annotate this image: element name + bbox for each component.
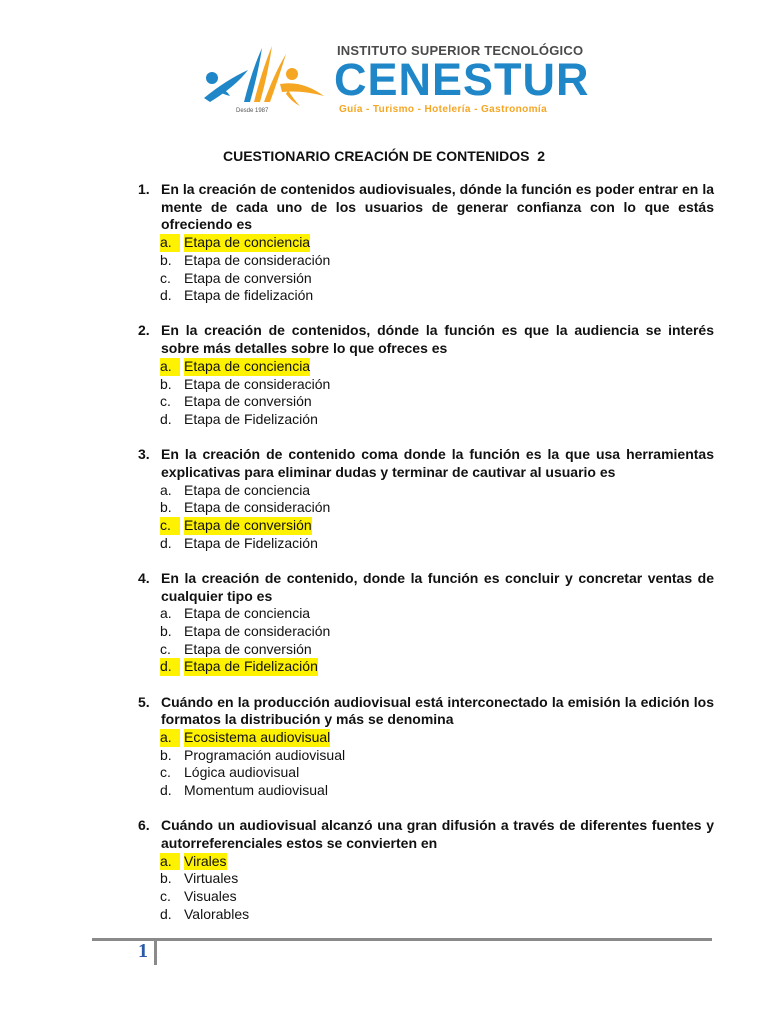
answer-option-highlighted xyxy=(160,853,714,871)
option-list xyxy=(138,853,714,924)
brand-name: CENESTUR xyxy=(334,54,590,105)
option-letter: b. xyxy=(160,251,172,268)
answer-option-highlighted xyxy=(160,658,714,676)
question-heading xyxy=(138,817,714,852)
question-text: Cuándo un audiovisual alcanzó una gran difusión a través de diferentes fuentes y autorreferenciales estos se convierten en xyxy=(161,817,714,851)
option-text: Etapa de consideración xyxy=(184,499,331,516)
page-number-bar xyxy=(154,941,157,965)
option-letter: b. xyxy=(160,499,172,516)
option-text: Lógica audiovisual xyxy=(184,764,300,781)
option-letter: a. xyxy=(160,481,172,498)
answer-option-highlighted xyxy=(160,729,714,747)
option-letter: c. xyxy=(160,393,171,410)
option-list xyxy=(138,482,714,553)
answer-option xyxy=(160,252,714,270)
question-number: 6. xyxy=(138,817,150,834)
option-text: Ecosistema audiovisual xyxy=(184,728,331,745)
option-letter: c. xyxy=(160,888,171,905)
option-letter: a. xyxy=(160,729,180,747)
answer-option xyxy=(160,499,714,517)
question-heading xyxy=(138,446,714,481)
option-text: Etapa de conversión xyxy=(184,640,312,657)
question-item xyxy=(138,817,714,923)
option-text: Etapa de Fidelización xyxy=(184,410,318,427)
option-letter: c. xyxy=(160,517,180,535)
option-list xyxy=(138,234,714,305)
option-letter: c. xyxy=(160,640,171,657)
option-text: Etapa de consideración xyxy=(184,251,331,268)
question-text: En la creación de contenido coma donde la función es la que usa herramientas explicativas para eliminar dudas y terminar de cautivar al usuario es xyxy=(161,446,714,480)
option-letter: a. xyxy=(160,853,180,871)
option-text: Etapa de Fidelización xyxy=(184,658,318,675)
question-item xyxy=(138,694,714,800)
option-list xyxy=(138,729,714,800)
page-number: 1 xyxy=(138,940,148,962)
option-letter: d. xyxy=(160,658,180,676)
option-letter: a. xyxy=(160,358,180,376)
option-letter: b. xyxy=(160,870,172,887)
option-letter: b. xyxy=(160,375,172,392)
question-number: 1. xyxy=(138,181,150,197)
option-text: Etapa de conversión xyxy=(184,269,312,286)
brand-tagline: Guía - Turismo - Hotelería - Gastronomía xyxy=(339,104,548,115)
question-number: 2. xyxy=(138,322,150,339)
question-number: 3. xyxy=(138,446,150,463)
answer-option xyxy=(160,535,714,553)
question-item xyxy=(138,322,714,428)
footer-divider xyxy=(92,938,712,941)
answer-option xyxy=(160,270,714,288)
question-text: En la creación de contenidos audiovisuales, dónde la función es poder entrar en la mente de cada uno de los usuarios de generar confianza con lo que estás ofreciendo es xyxy=(161,181,714,233)
option-text: Virtuales xyxy=(184,870,239,887)
answer-option xyxy=(160,641,714,659)
option-list xyxy=(138,358,714,429)
answer-option xyxy=(160,287,714,305)
answer-option xyxy=(160,782,714,800)
answer-option xyxy=(160,411,714,429)
answer-option-highlighted xyxy=(160,358,714,376)
answer-option xyxy=(160,605,714,623)
since-label: Desde 1987 xyxy=(236,108,269,114)
option-text: Etapa de Fidelización xyxy=(184,534,318,551)
option-letter: d. xyxy=(160,410,172,427)
option-letter: c. xyxy=(160,269,171,286)
document-header xyxy=(196,40,606,122)
answer-option xyxy=(160,393,714,411)
option-text: Etapa de conciencia xyxy=(184,357,311,374)
option-letter: b. xyxy=(160,622,172,639)
question-number: 5. xyxy=(138,693,150,710)
question-text: En la creación de contenido, donde la función es concluir y concretar ventas de cualquier tipo es xyxy=(161,569,714,604)
question-text: En la creación de contenidos, dónde la función es que la audiencia se interés sobre más detalles sobre lo que ofreces es xyxy=(161,322,714,357)
answer-option xyxy=(160,482,714,500)
option-letter: a. xyxy=(160,234,180,252)
option-letter: d. xyxy=(160,534,172,551)
option-text: Etapa de conversión xyxy=(184,393,312,410)
answer-option xyxy=(160,888,714,906)
answer-option xyxy=(160,764,714,782)
question-number: 4. xyxy=(138,569,150,586)
option-letter: d. xyxy=(160,782,172,799)
option-letter: d. xyxy=(160,287,172,304)
answer-option xyxy=(160,747,714,765)
question-heading xyxy=(138,694,714,729)
option-text: Etapa de conciencia xyxy=(184,605,311,622)
answer-option xyxy=(160,623,714,641)
option-text: Etapa de consideración xyxy=(184,622,331,639)
page-title: CUESTIONARIO CREACIÓN DE CONTENIDOS 2 xyxy=(222,148,546,164)
option-text: Momentum audiovisual xyxy=(184,782,328,799)
option-text: Visuales xyxy=(184,888,237,905)
question-item xyxy=(138,570,714,676)
question-list xyxy=(138,181,714,941)
answer-option-highlighted xyxy=(160,234,714,252)
question-item xyxy=(138,446,714,552)
option-text: Etapa de conversión xyxy=(184,516,312,533)
question-item xyxy=(138,181,714,305)
question-heading xyxy=(138,322,714,357)
option-text: Etapa de conciencia xyxy=(184,234,311,251)
option-text: Virales xyxy=(184,852,227,869)
question-text: Cuándo en la producción audiovisual está interconectado la emisión la edición los formatos la distribución y más se denomina xyxy=(161,693,714,728)
option-text: Etapa de conciencia xyxy=(184,481,311,498)
option-letter: b. xyxy=(160,746,172,763)
answer-option xyxy=(160,906,714,924)
question-heading xyxy=(138,570,714,605)
option-text: Etapa de fidelización xyxy=(184,287,314,304)
option-letter: c. xyxy=(160,764,171,781)
option-text: Etapa de consideración xyxy=(184,375,331,392)
answer-option xyxy=(160,376,714,394)
institute-name: INSTITUTO SUPERIOR TECNOLÓGICO xyxy=(337,43,584,58)
option-list xyxy=(138,605,714,676)
option-text: Programación audiovisual xyxy=(184,746,346,763)
answer-option-highlighted xyxy=(160,517,714,535)
question-heading xyxy=(138,181,714,234)
option-letter: d. xyxy=(160,905,172,922)
answer-option xyxy=(160,870,714,888)
option-text: Valorables xyxy=(184,905,250,922)
option-letter: a. xyxy=(160,605,172,622)
